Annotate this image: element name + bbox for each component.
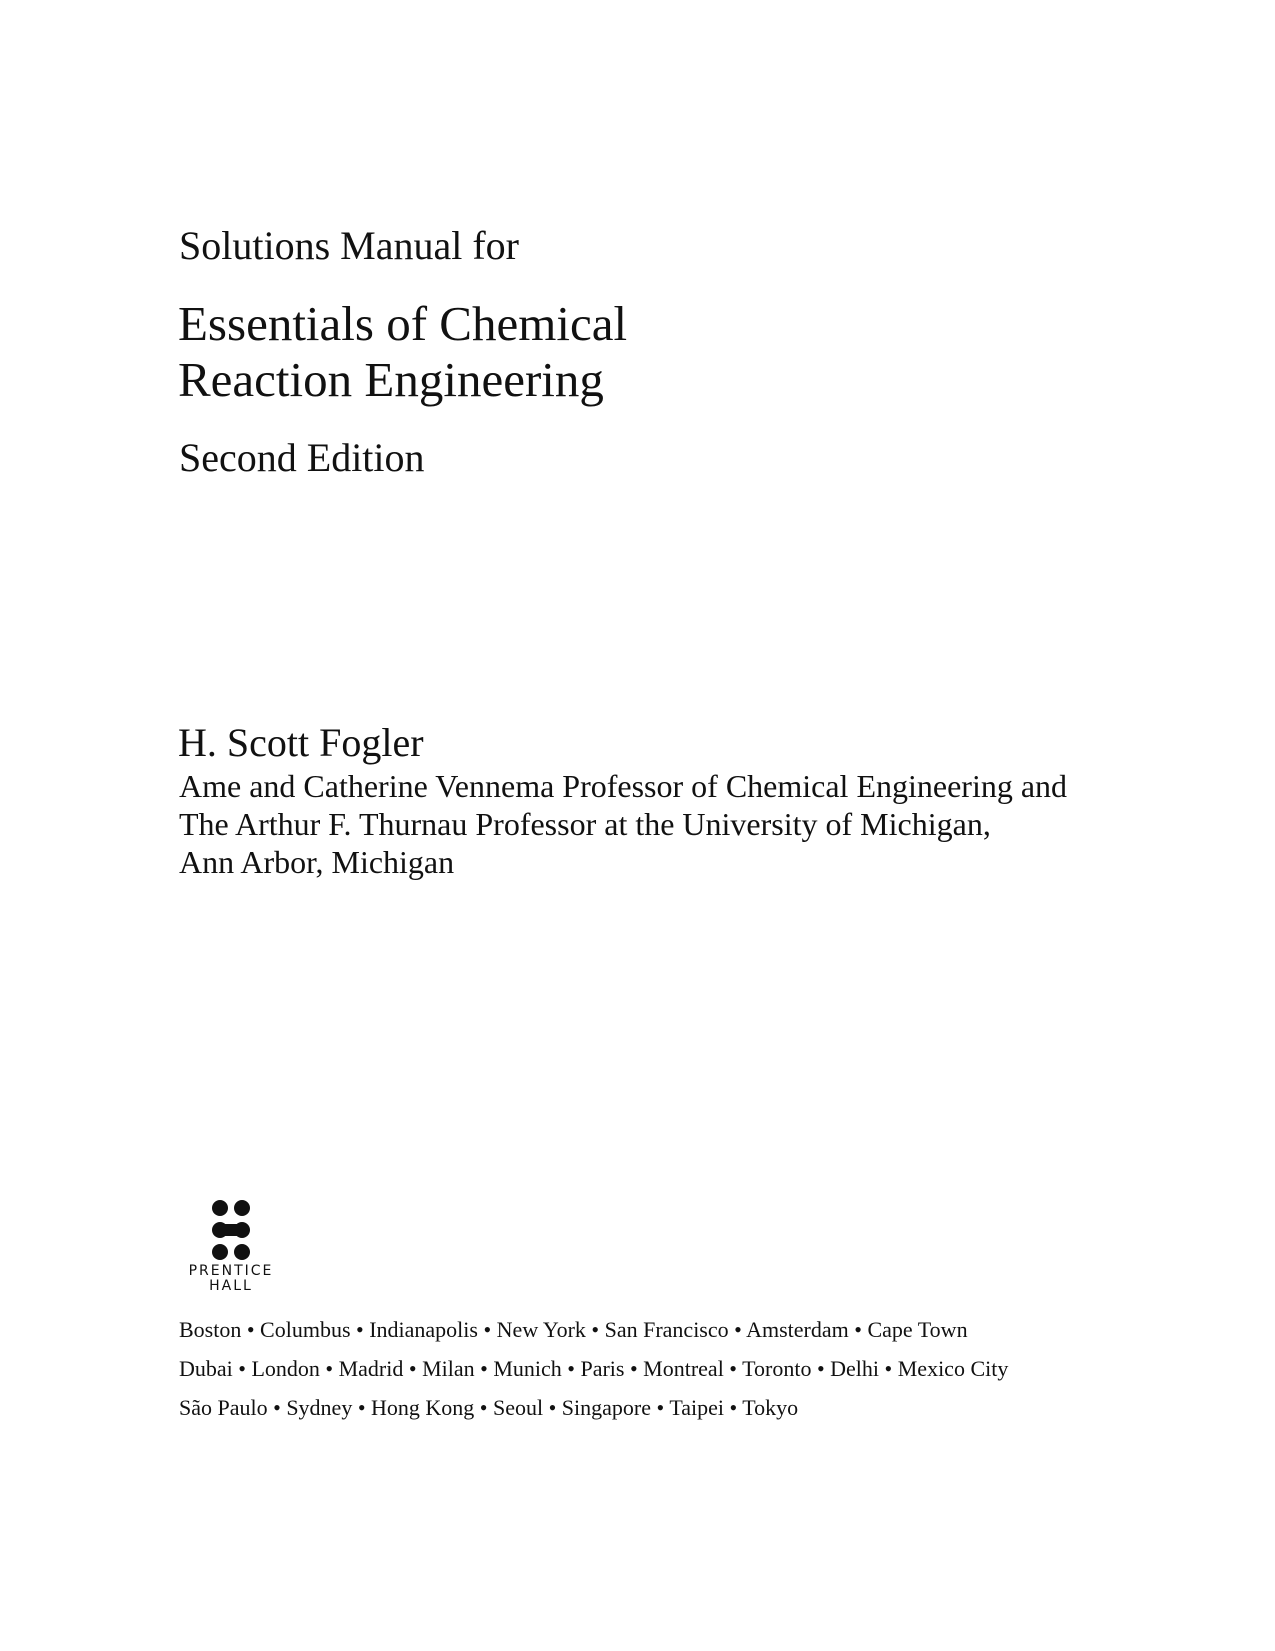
- publisher-cities-line-3: São Paulo • Sydney • Hong Kong • Seoul • Singapore • Taipei • Tokyo: [179, 1395, 799, 1420]
- author-affiliation-line-3: Ann Arbor, Michigan: [179, 844, 455, 880]
- author-name: H. Scott Fogler: [178, 720, 424, 765]
- publisher-name-line-1: PRENTICE: [188, 1263, 274, 1279]
- edition: Second Edition: [179, 435, 425, 480]
- prentice-hall-logo-icon: [176, 1200, 286, 1260]
- book-title-line-1: Essentials of Chemical: [178, 296, 628, 351]
- pre-title: Solutions Manual for: [179, 223, 519, 268]
- author-affiliation-line-2: The Arthur F. Thurnau Professor at the University of Michigan,: [179, 806, 991, 842]
- author-affiliation-line-1: Ame and Catherine Vennema Professor of Chemical Engineering and: [179, 768, 1068, 804]
- publisher-cities-line-2: Dubai • London • Madrid • Milan • Munich • Paris • Montreal • Toronto • Delhi • Mexico City: [179, 1356, 1009, 1381]
- publisher-logo: [176, 1200, 286, 1300]
- book-title: [178, 296, 627, 408]
- publisher-name-line-2: HALL: [209, 1278, 253, 1294]
- publisher-cities-line-1: Boston • Columbus • Indianapolis • New York • San Francisco • Amsterdam • Cape Town: [179, 1317, 968, 1342]
- book-title-line-2: Reaction Engineering: [178, 352, 604, 407]
